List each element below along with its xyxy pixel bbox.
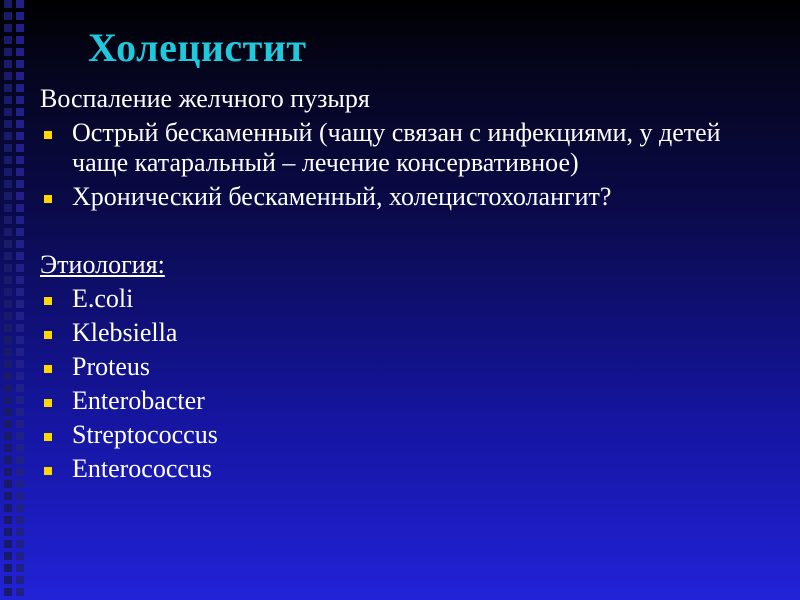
strip-square (16, 228, 24, 236)
strip-square (16, 516, 24, 524)
strip-square (4, 192, 12, 200)
strip-square (16, 420, 24, 428)
strip-square (16, 432, 24, 440)
strip-square (16, 204, 24, 212)
strip-square (4, 408, 12, 416)
strip-square (4, 84, 12, 92)
strip-square (16, 108, 24, 116)
bullet-square-icon (44, 195, 52, 203)
list-item-text: Острый бескаменный (чащу связан с инфекциями, у детей чаще катаральный – лечение консервативное) (72, 118, 721, 177)
decorative-side-strip (0, 0, 30, 600)
spacer (40, 212, 780, 250)
strip-square (4, 288, 12, 296)
strip-square (16, 96, 24, 104)
slide-body (40, 84, 780, 484)
strip-square (4, 540, 12, 548)
etiology-heading: Этиология: (40, 250, 165, 279)
strip-square (4, 264, 12, 272)
strip-square (4, 576, 12, 584)
strip-square (16, 288, 24, 296)
strip-square (4, 276, 12, 284)
strip-square (16, 468, 24, 476)
strip-square (4, 12, 12, 20)
strip-column (4, 0, 12, 600)
strip-square (4, 240, 12, 248)
list-item (40, 118, 780, 178)
bullet-square-icon (44, 297, 52, 305)
strip-square (16, 396, 24, 404)
strip-square (4, 528, 12, 536)
strip-square (4, 444, 12, 452)
list-item-text: E.coli (72, 284, 134, 313)
strip-square (4, 348, 12, 356)
strip-square (16, 456, 24, 464)
strip-square (4, 60, 12, 68)
bullet-square-icon (44, 331, 52, 339)
strip-square (16, 336, 24, 344)
strip-square (16, 492, 24, 500)
strip-square (4, 144, 12, 152)
bullet-square-icon (44, 399, 52, 407)
strip-square (16, 552, 24, 560)
strip-square (16, 216, 24, 224)
strip-square (4, 384, 12, 392)
list-item (40, 420, 780, 450)
strip-square (4, 108, 12, 116)
bullet-square-icon (44, 467, 52, 475)
strip-square (4, 492, 12, 500)
list-item (40, 386, 780, 416)
bullet-square-icon (44, 365, 52, 373)
strip-square (16, 372, 24, 380)
strip-square (4, 156, 12, 164)
strip-square (4, 432, 12, 440)
strip-square (16, 576, 24, 584)
list-item (40, 318, 780, 348)
strip-square (4, 216, 12, 224)
strip-square (16, 276, 24, 284)
strip-square (4, 204, 12, 212)
strip-square (16, 252, 24, 260)
strip-square (16, 264, 24, 272)
strip-square (16, 408, 24, 416)
list-item (40, 284, 780, 314)
strip-square (16, 384, 24, 392)
strip-square (16, 312, 24, 320)
strip-square (16, 480, 24, 488)
strip-square (16, 180, 24, 188)
strip-square (16, 588, 24, 596)
list-item-text: Klebsiella (72, 318, 178, 347)
strip-square (4, 456, 12, 464)
strip-square (16, 528, 24, 536)
strip-square (4, 372, 12, 380)
strip-square (4, 588, 12, 596)
strip-square (16, 324, 24, 332)
strip-square (4, 228, 12, 236)
strip-square (16, 300, 24, 308)
strip-square (16, 156, 24, 164)
strip-square (16, 72, 24, 80)
strip-square (16, 60, 24, 68)
list-item-text: Enterococcus (72, 454, 213, 483)
strip-square (16, 444, 24, 452)
list-item-text: Enterobacter (72, 386, 205, 415)
bullet-square-icon (44, 131, 52, 139)
strip-square (4, 180, 12, 188)
strip-square (16, 348, 24, 356)
etiology-list (40, 284, 780, 484)
list-item-text: Streptococcus (72, 420, 218, 449)
bullet-square-icon (44, 433, 52, 441)
strip-square (4, 324, 12, 332)
strip-square (4, 360, 12, 368)
strip-square (4, 396, 12, 404)
list-item-text: Proteus (72, 352, 150, 381)
strip-square (4, 48, 12, 56)
strip-square (16, 540, 24, 548)
strip-square (16, 168, 24, 176)
strip-square (16, 504, 24, 512)
strip-square (4, 480, 12, 488)
strip-square (4, 516, 12, 524)
strip-square (16, 564, 24, 572)
strip-square (4, 336, 12, 344)
strip-square (4, 564, 12, 572)
strip-square (4, 168, 12, 176)
strip-square (4, 300, 12, 308)
strip-square (16, 84, 24, 92)
strip-square (4, 36, 12, 44)
strip-square (16, 192, 24, 200)
strip-square (16, 36, 24, 44)
slide-title: Холецистит (88, 25, 307, 70)
strip-square (16, 24, 24, 32)
strip-square (16, 0, 24, 8)
strip-square (4, 420, 12, 428)
strip-square (16, 12, 24, 20)
strip-square (4, 96, 12, 104)
strip-square (16, 120, 24, 128)
strip-square (4, 0, 12, 8)
strip-square (4, 72, 12, 80)
strip-square (4, 252, 12, 260)
strip-square (16, 240, 24, 248)
list-item (40, 352, 780, 382)
strip-square (4, 468, 12, 476)
strip-square (16, 48, 24, 56)
strip-square (4, 504, 12, 512)
strip-square (4, 552, 12, 560)
strip-square (4, 120, 12, 128)
strip-square (4, 24, 12, 32)
strip-square (16, 132, 24, 140)
list-item (40, 182, 780, 212)
strip-square (4, 132, 12, 140)
strip-square (4, 312, 12, 320)
subtitle: Воспаление желчного пузыря (40, 84, 370, 113)
strip-square (16, 144, 24, 152)
type-list (40, 118, 780, 212)
strip-square (16, 360, 24, 368)
list-item-text: Хронический бескаменный, холецистохолангит? (72, 182, 612, 211)
list-item (40, 454, 780, 484)
strip-column (16, 0, 24, 600)
